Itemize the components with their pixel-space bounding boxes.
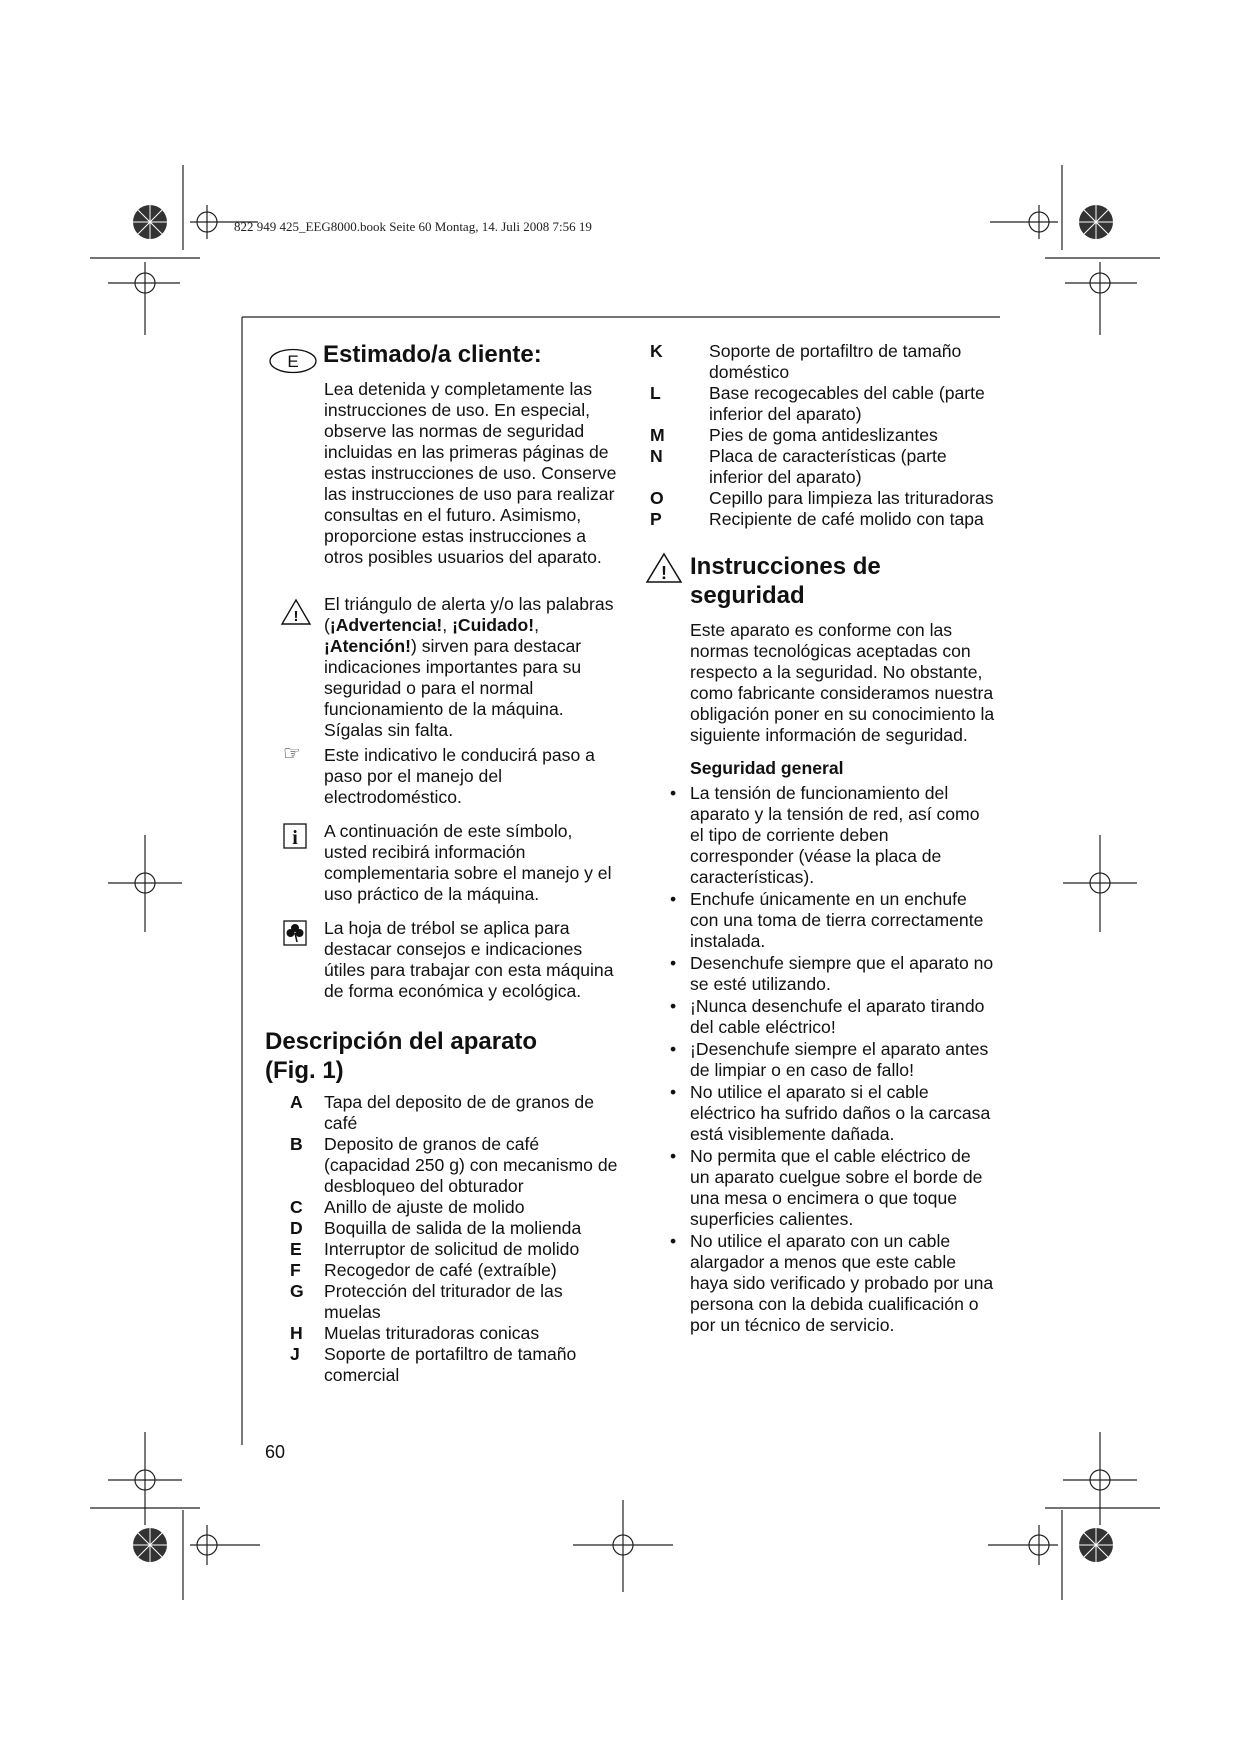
safety-bullet: • No utilice el aparato si el cable eléctrico ha sufrido daños o la carcasa está visiblemente dañada. <box>656 1082 995 1145</box>
description-title <box>265 1027 620 1085</box>
safety-bullet: • No utilice el aparato con un cable alargador a menos que este cable haya sido verificado y probado por una persona con la debida cualificación o por un técnico de servicio. <box>656 1231 995 1336</box>
info-text: A continuación de este símbolo, usted recibirá información complementaria sobre el manejo y el uso práctico de la máquina. <box>324 821 612 904</box>
svg-text:!: ! <box>293 608 299 625</box>
part-item <box>265 1281 620 1323</box>
warning-text-pre: El triángulo de alerta y/o las palabras ( <box>324 594 614 635</box>
part-text: Soporte de portafiltro de tamaño comercial <box>324 1344 577 1385</box>
general-safety-title: Seguridad general <box>690 758 844 778</box>
part-key: G <box>290 1281 304 1301</box>
part-text: Pies de goma antideslizantes <box>709 425 938 445</box>
clover-icon <box>283 920 307 946</box>
safety-title-line2: seguridad <box>690 582 805 609</box>
part-key: A <box>290 1092 303 1112</box>
part-text: Boquilla de salida de la molienda <box>324 1218 582 1238</box>
part-key: P <box>650 509 662 529</box>
safety-bullet: • No permita que el cable eléctrico de un aparato cuelgue sobre el borde de una mesa o encimera o que toque superficies calientes. <box>656 1146 995 1230</box>
part-item <box>265 1344 620 1386</box>
part-item <box>265 1218 620 1239</box>
description-title-line2: (Fig. 1) <box>265 1057 344 1084</box>
part-key: K <box>650 341 663 361</box>
intro-title: Estimado/a cliente: <box>323 341 542 368</box>
pointing-hand-icon: ☞ <box>283 741 301 765</box>
left-column <box>265 340 620 1386</box>
part-text: Recipiente de café molido con tapa <box>709 509 984 529</box>
part-key: F <box>290 1260 301 1280</box>
part-text: Tapa del deposito de de granos de café <box>324 1092 594 1133</box>
part-key: C <box>290 1197 303 1217</box>
part-item <box>265 1239 620 1260</box>
part-text: Interruptor de solicitud de molido <box>324 1239 580 1259</box>
description-title-line1: Descripción del aparato <box>265 1028 538 1055</box>
language-badge-icon <box>268 348 318 374</box>
part-text: Muelas trituradoras conicas <box>324 1323 540 1343</box>
part-key: E <box>290 1239 302 1259</box>
part-text: Placa de características (parte inferior del aparato) <box>709 446 947 487</box>
part-text: Base recogecables del cable (parte inferior del aparato) <box>709 383 985 424</box>
page-number: 60 <box>265 1442 286 1462</box>
warning-triangle-icon <box>280 598 312 626</box>
intro-body: Lea detenida y completamente las instrucciones de uso. En especial, observe las normas de seguridad incluidas en las primeras páginas de estas instrucciones de uso. Conserve las instrucciones de uso para realizar consultas en el futuro. Asimismo, proporcione estas instrucciones a otros posibles usuarios del aparato. <box>324 379 617 567</box>
safety-bullet-list <box>656 783 995 1336</box>
part-key: L <box>650 383 661 403</box>
part-text: Protección del triturador de las muelas <box>324 1281 563 1322</box>
part-text: Anillo de ajuste de molido <box>324 1197 525 1217</box>
part-key: D <box>290 1218 303 1238</box>
language-badge-letter: E <box>287 352 299 371</box>
warning-sep: , <box>442 615 453 635</box>
symbol-info-block <box>265 821 620 905</box>
symbol-warning-block <box>265 594 620 741</box>
part-text: Recogedor de café (extraíble) <box>324 1260 557 1280</box>
warning-sep: , <box>534 615 540 635</box>
symbol-clover-block <box>265 918 620 1002</box>
warning-word-atencion: ¡Atención! <box>324 636 411 656</box>
part-item <box>650 425 995 446</box>
pointer-text: Este indicativo le conducirá paso a paso por el manejo del electrodoméstico. <box>324 745 595 807</box>
safety-bullet: • Enchufe únicamente en un enchufe con una toma de tierra correctamente instalada. <box>656 889 995 952</box>
part-text: Soporte de portafiltro de tamaño doméstico <box>709 341 962 382</box>
parts-list-right <box>650 341 995 530</box>
part-item <box>265 1323 620 1344</box>
safety-bullet: • Desenchufe siempre que el aparato no se esté utilizando. <box>656 953 995 995</box>
clover-text: La hoja de trébol se aplica para destacar consejos e indicaciones útiles para trabajar con esta máquina de forma económica y ecológica. <box>324 918 614 1001</box>
part-item <box>265 1092 620 1134</box>
part-item <box>650 488 995 509</box>
safety-bullet: • La tensión de funcionamiento del aparato y la tensión de red, así como el tipo de corriente deben corresponder (véase la placa de características). <box>656 783 995 888</box>
part-key: M <box>650 425 665 445</box>
svg-text:!: ! <box>661 563 667 583</box>
part-item <box>650 383 995 425</box>
part-key: B <box>290 1134 303 1154</box>
print-header: 822 949 425_EEG8000.book Seite 60 Montag, 14. Juli 2008 7:56 19 <box>234 219 592 234</box>
right-column <box>650 341 995 1337</box>
part-item <box>265 1197 620 1218</box>
part-item <box>650 509 995 530</box>
part-item <box>265 1134 620 1197</box>
warning-word-cuidado: ¡Cuidado! <box>452 615 535 635</box>
safety-heading <box>650 552 995 610</box>
parts-list-left <box>265 1092 620 1386</box>
part-text: Deposito de granos de café (capacidad 250 g) con mecanismo de desbloqueo del obturador <box>324 1134 618 1196</box>
part-key: O <box>650 488 664 508</box>
safety-title-line1: Instrucciones de <box>690 553 881 580</box>
warning-triangle-icon <box>645 552 683 584</box>
safety-bullet: • ¡Desenchufe siempre el aparato antes de limpiar o en caso de fallo! <box>656 1039 995 1081</box>
safety-bullet: • ¡Nunca desenchufe el aparato tirando del cable eléctrico! <box>656 996 995 1038</box>
part-item <box>650 341 995 383</box>
part-key: H <box>290 1323 303 1343</box>
part-key: J <box>290 1344 300 1364</box>
warning-text-post: ) sirven para destacar indicaciones importantes para su seguridad o para el normal funcionamiento de la máquina. Sígalas sin falta. <box>324 636 582 740</box>
svg-text:i: i <box>292 827 298 849</box>
info-icon <box>283 823 307 849</box>
part-item <box>265 1260 620 1281</box>
warning-word-advertencia: ¡Advertencia! <box>329 615 443 635</box>
symbol-pointer-block <box>265 741 620 808</box>
part-text: Cepillo para limpieza las trituradoras <box>709 488 994 508</box>
safety-intro: Este aparato es conforme con las normas tecnológicas aceptadas con respecto a la seguridad. No obstante, como fabricante consideramos nuestra obligación poner en su conocimiento la siguiente información de seguridad. <box>690 620 995 745</box>
part-key: N <box>650 446 663 466</box>
part-item <box>650 446 995 488</box>
intro-heading <box>265 340 620 374</box>
